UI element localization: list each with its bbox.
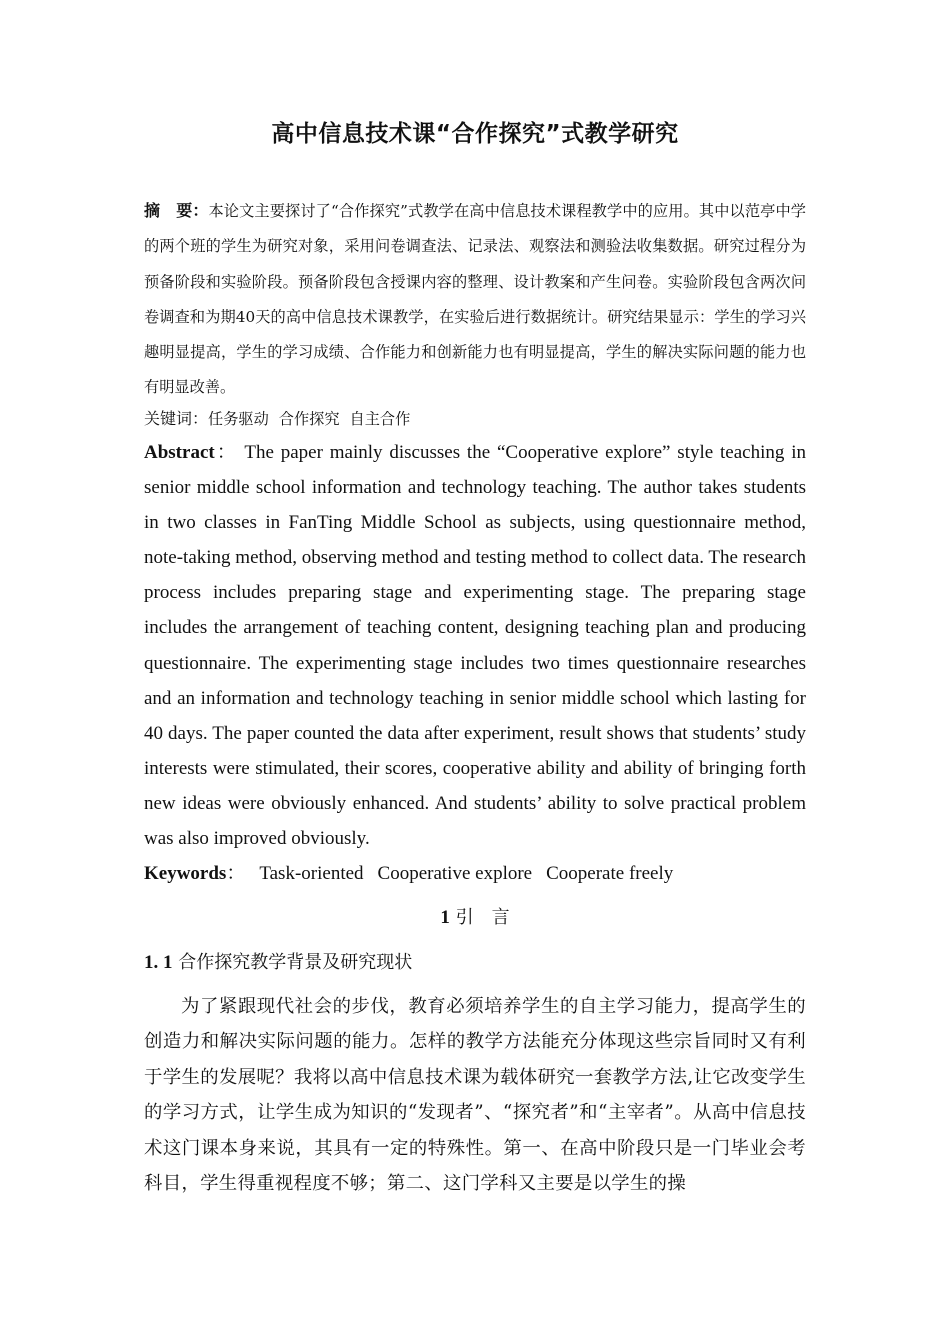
chinese-keyword: 合作探究 <box>278 410 340 428</box>
subsection-heading <box>144 945 806 981</box>
chinese-keyword: 自主合作 <box>349 410 411 428</box>
english-abstract-text: The paper mainly discusses the “Cooperative explore” style teaching in senior middle school information and technology teaching. The author takes students in two classes in FanTing Middle School as subjects, using questionnaire method, note-taking method, observing method and testing method to collect data. The research process includes preparing stage and experimenting stage. The preparing stage includes the arrangement of teaching content, designing teaching plan and producing questionnaire. The experimenting stage includes two times questionnaire researches and an information and technology teaching in senior middle school which lasting for 40 days. The paper counted the data after experiment, result shows that students’ study interests were stimulated, their scores, cooperative ability and ability of bringing forth new ideas were obviously enhanced. And students’ ability to solve practical problem was also improved obviously. <box>144 442 806 850</box>
chinese-abstract-text: 本论文主要探讨了“合作探究”式教学在高中信息技术课程教学中的应用。其中以范亭中学的两个班的学生为研究对象，采用问卷调查法、记录法、观察法和测验法收集数据。研究过程分为预备阶段和实验阶段。预备阶段包含授课内容的整理、设计教案和产生问卷。实验阶段包含两次问卷调查和为期40天的高中信息技术课教学，在实验后进行数据统计。研究结果显示：学生的学习兴趣明显提高，学生的学习成绩、合作能力和创新能力也有明显提高，学生的解决实际问题的能力也有明显改善。 <box>144 202 806 397</box>
english-abstract <box>144 435 806 856</box>
english-keywords <box>144 856 806 891</box>
chinese-keyword: 任务驱动 <box>208 410 269 428</box>
english-keyword: Task-oriented <box>259 863 364 884</box>
section-heading <box>0 900 950 936</box>
chinese-abstract <box>144 193 806 406</box>
section-number: 1 <box>440 907 450 928</box>
english-keyword: Cooperative explore <box>377 863 533 884</box>
english-keywords-colon: ： <box>226 863 246 884</box>
subsection-title: 合作探究教学背景及研究现状 <box>178 952 413 973</box>
section-title: 引 言 <box>455 907 510 928</box>
paper-title: 高中信息技术课“合作探究”式教学研究 <box>271 121 679 147</box>
chinese-abstract-label: 摘 要： <box>144 201 209 220</box>
subsection-number: 1. 1 <box>144 952 173 973</box>
english-keywords-label: Keywords <box>144 863 227 884</box>
english-abstract-colon: ： <box>214 442 238 463</box>
english-keyword: Cooperate freely <box>546 863 674 884</box>
chinese-keywords <box>144 401 806 437</box>
english-abstract-label: Abstract <box>144 442 215 463</box>
body-paragraph: 为了紧跟现代社会的步伐，教育必须培养学生的自主学习能力，提高学生的创造力和解决实际问题的能力。怎样的教学方法能充分体现这些宗旨同时又有利于学生的发展呢？我将以高中信息技术课为载体研究一套教学方法,让它改变学生的学习方式，让学生成为知识的“发现者”、“探究者”和“主宰者”。从高中信息技术这门课本身来说，其具有一定的特殊性。第一、在高中阶段只是一门毕业会考科目，学生得重视程度不够；第二、这门学科又主要是以学生的操 <box>144 996 806 1195</box>
chinese-keywords-label: 关键词： <box>144 409 209 428</box>
